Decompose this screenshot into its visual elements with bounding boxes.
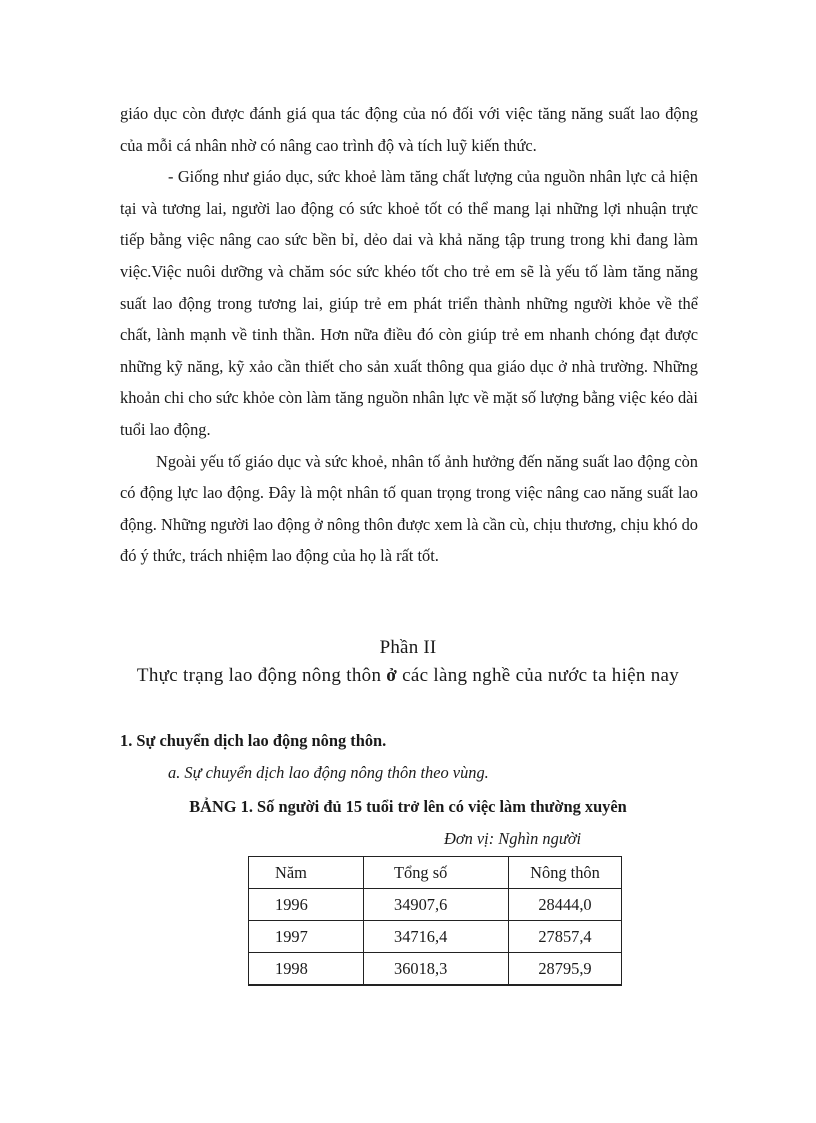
cell-year: 1998 <box>249 953 364 986</box>
header-rural: Nông thôn <box>509 857 622 889</box>
cell-total: 34716,4 <box>364 921 509 953</box>
table-header-row <box>249 857 622 889</box>
header-year: Năm <box>249 857 364 889</box>
cell-year: 1997 <box>249 921 364 953</box>
part-subtitle-start: Thực trạng lao động nông thôn <box>136 665 387 686</box>
cell-rural: 27857,4 <box>509 921 622 953</box>
cell-rural: 28444,0 <box>509 889 622 921</box>
part-subtitle <box>0 662 816 690</box>
cell-year: 1996 <box>249 889 364 921</box>
header-total: Tổng số <box>364 857 509 889</box>
table-row <box>249 921 622 953</box>
part-subtitle-emphasis: ở <box>386 665 398 686</box>
cell-total: 34907,6 <box>364 889 509 921</box>
section-title: 1. Sự chuyển dịch lao động nông thôn. <box>120 731 387 750</box>
subsection-title: a. Sự chuyển dịch lao động nông thôn theo vùng. <box>168 763 489 782</box>
part-subtitle-end: các làng nghề của nước ta hiện nay <box>397 665 680 686</box>
paragraph-continuation: giáo dục còn được đánh giá qua tác động của nó đối với việc tăng năng suất lao động của mỗi cá nhân nhờ có nâng cao trình độ và tích luỹ kiến thức. <box>120 104 698 155</box>
body-text <box>120 98 698 572</box>
paragraph-health: - Giống như giáo dục, sức khoẻ làm tăng chất lượng của nguồn nhân lực cả hiện tại và tương lai, người lao động có sức khoẻ tốt có thể mang lại những lợi nhuận trực tiếp bằng việc nâng cao sức bền bỉ, dẻo dai và khả năng tập trung trong khi đang làm việc.Việc nuôi dưỡng và chăm sóc sức khéo tốt cho trẻ em sẽ là yếu tố làm tăng năng suất lao động trong tương lai, giúp trẻ em phát triển thành những người khỏe về thể chất, lành mạnh về tinh thần. Hơn nữa điều đó còn giúp trẻ em nhanh chóng đạt được những kỹ năng, kỹ xảo cần thiết cho sản xuất thông qua giáo dục ở nhà trường. Những khoản chi cho sức khỏe còn làm tăng nguồn nhân lực về mặt số lượng bằng việc kéo dài tuổi lao động. <box>120 167 698 439</box>
table-unit-note: Đơn vị: Nghìn người <box>444 829 582 848</box>
table-row <box>249 889 622 921</box>
cell-total: 36018,3 <box>364 953 509 986</box>
table-row <box>249 953 622 986</box>
cell-rural: 28795,9 <box>509 953 622 986</box>
paragraph-motivation: Ngoài yếu tố giáo dục và sức khoẻ, nhân tố ảnh hưởng đến năng suất lao động còn có động lực lao động. Đây là một nhân tố quan trọng trong việc nâng cao năng suất lao động. Những người lao động ở nông thôn được xem là cần cù, chịu thương, chịu khó do đó ý thức, trách nhiệm lao động của họ là rất tốt. <box>120 451 698 566</box>
part-heading: Phần II <box>379 637 437 658</box>
table-title: BẢNG 1. Số người đủ 15 tuổi trở lên có việc làm thường xuyên <box>189 797 627 816</box>
employment-table <box>248 856 622 986</box>
